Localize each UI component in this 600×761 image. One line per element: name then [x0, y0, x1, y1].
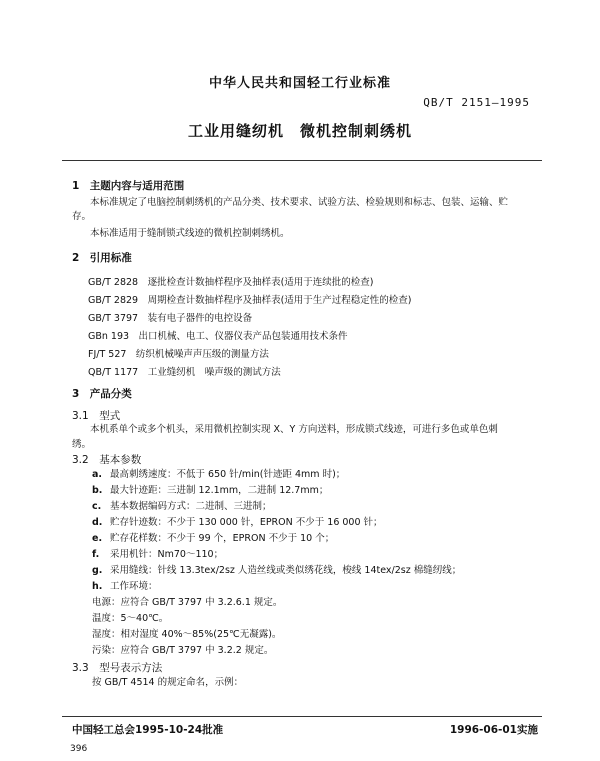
param-label: e.	[92, 533, 103, 544]
section-3-heading: 3 产品分类	[72, 388, 132, 400]
param-label: h.	[92, 581, 103, 592]
param-label: d.	[92, 517, 103, 528]
param-label: c.	[92, 501, 102, 512]
param-item	[92, 580, 158, 594]
param-item	[92, 484, 328, 498]
param-text: 贮存花样数：不少于 99 个，EPRON 不少于 10 个；	[110, 533, 335, 544]
section-3-1-heading: 3.1 型式	[72, 410, 121, 422]
effective-date: 1996-06-01实施	[449, 724, 538, 736]
param-text: 贮存针迹数：不少于 130 000 针，EPRON 不少于 16 000 针；	[110, 517, 383, 528]
env-item: 污染：应符合 GB/T 3797 中 3.2.2 规定。	[92, 645, 274, 656]
param-text: 采用机针：Nm70～110；	[110, 549, 224, 560]
env-item: 电源：应符合 GB/T 3797 中 3.2.6.1 规定。	[92, 597, 283, 608]
param-text: 最大针迹距：三进制 12.1mm，二进制 12.7mm；	[110, 485, 329, 496]
section-1-para2: 本标准适用于缝制锁式线迹的微机控制刺绣机。	[90, 228, 290, 239]
section-3-2-heading: 3.2 基本参数	[72, 454, 142, 466]
param-text: 最高刺绣速度：不低于 650 针/min(针迹距 4mm 时)；	[110, 469, 346, 480]
section-3-3-heading: 3.3 型号表示方法	[72, 662, 163, 674]
param-text: 工作环境：	[110, 581, 158, 592]
param-item	[92, 532, 334, 546]
reference-item: GB/T 2828 逐批检查计数抽样程序及抽样表(适用于连续批的检查)	[88, 277, 374, 288]
approval-note: 中国轻工总会1995-10-24批准	[72, 724, 224, 736]
standard-issuer: 中华人民共和国轻工行业标准	[208, 76, 391, 91]
param-item	[92, 548, 223, 562]
section-3-1-line2: 绣。	[72, 439, 92, 450]
reference-item: GB/T 2829 周期检查计数抽样程序及抽样表(适用于生产过程稳定性的检查)	[88, 295, 412, 306]
param-label: g.	[92, 565, 103, 576]
footer-divider	[62, 716, 542, 717]
section-1-para1-line1: 本标准规定了电脑控制刺绣机的产品分类、技术要求、试验方法、检验规则和标志、包装、运输、贮	[90, 197, 509, 208]
env-item: 湿度：相对湿度 40%～85%(25℃无凝露)。	[92, 629, 282, 640]
param-label: b.	[92, 485, 103, 496]
reference-item: QB/T 1177 工业缝纫机 噪声级的测试方法	[88, 367, 281, 378]
section-1-heading: 1 主题内容与适用范围	[72, 180, 185, 192]
env-item: 温度：5～40℃。	[92, 613, 169, 624]
param-item	[92, 468, 345, 482]
param-item	[92, 500, 272, 514]
param-text: 基本数据编码方式：二进制、三进制；	[110, 501, 272, 512]
document-title: 工业用缝纫机 微机控制刺绣机	[187, 122, 412, 140]
param-text: 采用缝线：针线 13.3tex/2sz 人造丝线或类似绣花线，梭线 14tex/2sz 棉缝纫线；	[110, 565, 462, 576]
section-2-heading: 2 引用标准	[72, 252, 132, 264]
section-3-1-line1: 本机系单个或多个机头，采用微机控制实现 X、Y 方向送料，形成锁式线迹，可进行多色或单色刺	[90, 424, 498, 435]
param-item	[92, 516, 383, 530]
param-item	[92, 564, 461, 578]
param-label: a.	[92, 469, 103, 480]
reference-item: GBn 193 出口机械、电工、仪器仪表产品包装通用技术条件	[88, 331, 348, 342]
header-divider	[62, 160, 542, 161]
page-number: 396	[70, 744, 88, 754]
standard-code: QB/T 2151—1995	[423, 96, 530, 109]
param-label: f.	[92, 549, 100, 560]
section-3-3-text: 按 GB/T 4514 的规定命名，示例：	[92, 677, 244, 688]
reference-item: FJ/T 527 纺织机械噪声声压级的测量方法	[88, 349, 269, 360]
section-1-para1-line2: 存。	[72, 211, 92, 222]
reference-item: GB/T 3797 装有电子器件的电控设备	[88, 313, 253, 324]
